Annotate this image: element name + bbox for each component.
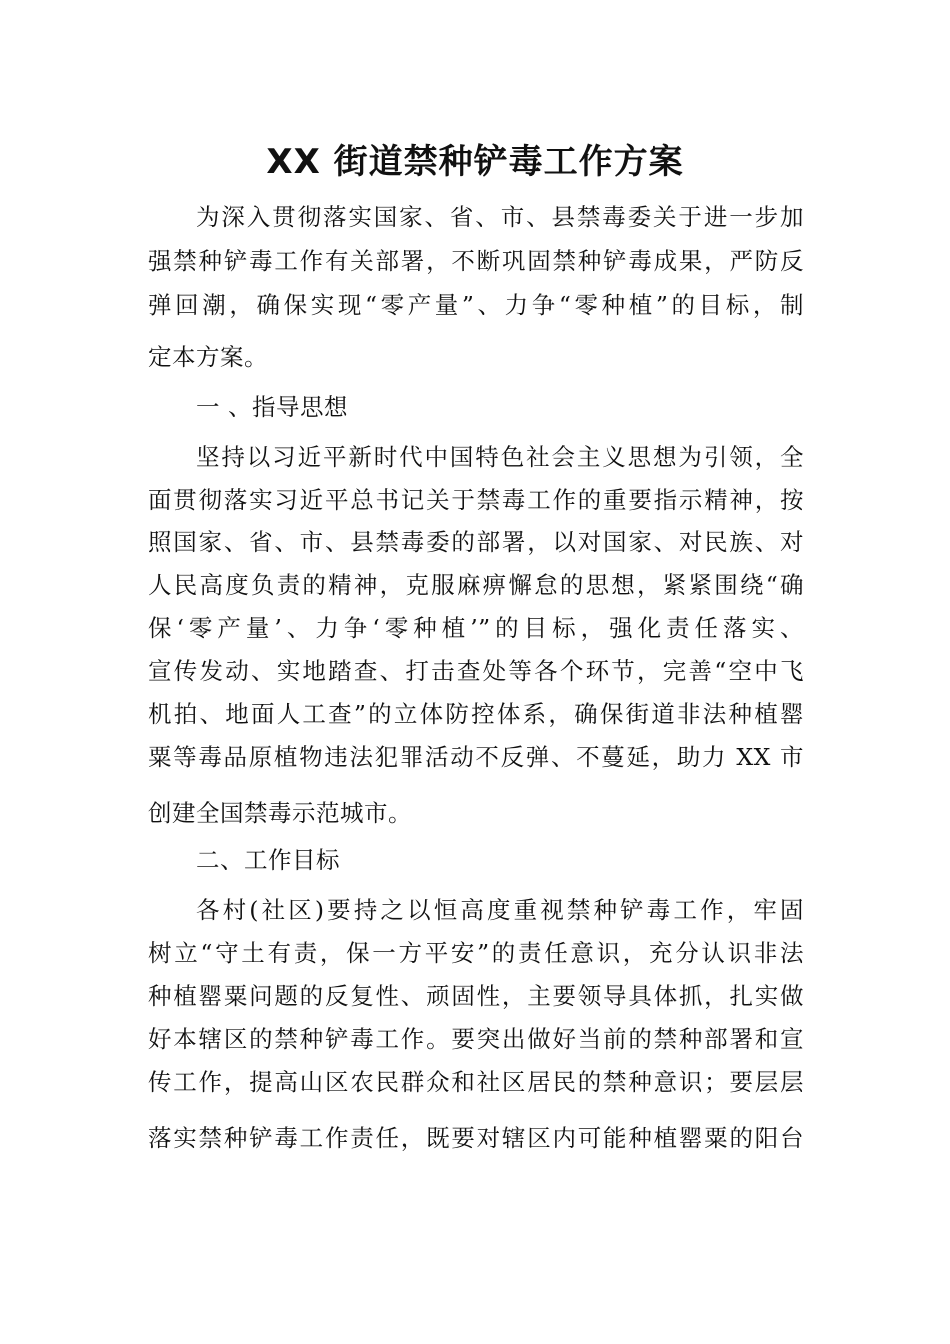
- paragraph-line: 弹回潮，确保实现“零产量”、力争“零种植”的目标，制: [148, 291, 804, 319]
- paragraph-line: 好本辖区的禁种铲毒工作。要突出做好当前的禁种部署和宣: [148, 1025, 804, 1053]
- paragraph-line: 粟等毒品原植物违法犯罪活动不反弹、不蔓延，助力 XX 市: [148, 743, 804, 771]
- document-title: XX 街道禁种铲毒工作方案: [266, 142, 684, 182]
- section-heading-work-goals: 二、工作目标: [196, 846, 340, 874]
- paragraph-line: 强禁种铲毒工作有关部署，不断巩固禁种铲毒成果，严防反: [148, 247, 804, 275]
- paragraph-line: 面贯彻落实习近平总书记关于禁毒工作的重要指示精神，按: [148, 486, 804, 514]
- section-heading-guiding-ideology: 一 、指导思想: [196, 393, 348, 421]
- paragraph-line: 各村(社区)要持之以恒高度重视禁种铲毒工作，牢固: [196, 896, 804, 924]
- paragraph-line: 落实禁种铲毒工作责任，既要对辖区内可能种植罂粟的阳台: [148, 1124, 804, 1152]
- paragraph-line: 创建全国禁毒示范城市。: [148, 799, 412, 827]
- paragraph-line: 保‘零产量’、力争‘零种植’”的目标，强化责任落实、: [148, 614, 804, 642]
- paragraph-line: 人民高度负责的精神，克服麻痹懈怠的思想，紧紧围绕“确: [148, 571, 804, 599]
- paragraph-line: 机拍、地面人工查”的立体防控体系，确保街道非法种植罂: [148, 700, 804, 728]
- paragraph-line: 照国家、省、市、县禁毒委的部署，以对国家、对民族、对: [148, 528, 804, 556]
- paragraph-line: 定本方案。: [148, 343, 268, 371]
- paragraph-line: 宣传发动、实地踏查、打击查处等各个环节，完善“空中飞: [148, 657, 804, 685]
- paragraph-line: 传工作，提高山区农民群众和社区居民的禁种意识；要层层: [148, 1068, 804, 1096]
- paragraph-line: 为深入贯彻落实国家、省、市、县禁毒委关于进一步加: [196, 203, 804, 231]
- paragraph-line: 树立“守土有责，保一方平安”的责任意识，充分认识非法: [148, 939, 804, 967]
- paragraph-line: 种植罂粟问题的反复性、顽固性，主要领导具体抓，扎实做: [148, 982, 804, 1010]
- paragraph-line: 坚持以习近平新时代中国特色社会主义思想为引领，全: [196, 443, 804, 471]
